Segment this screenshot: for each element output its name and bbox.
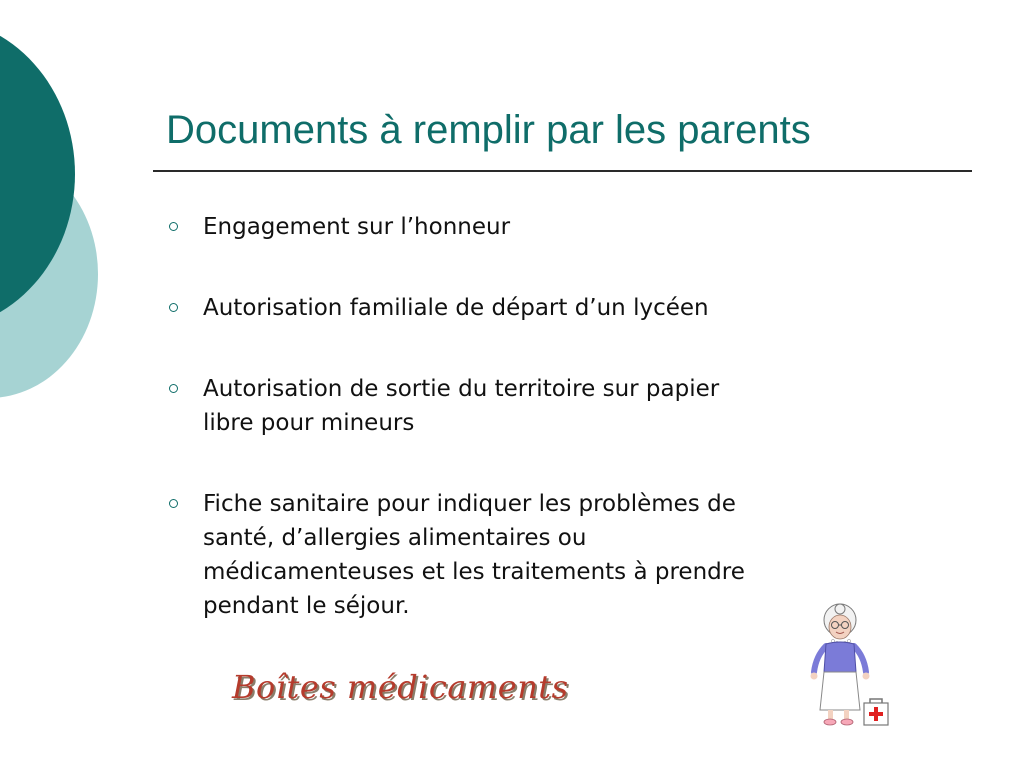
slide-title: Documents à remplir par les parents	[166, 108, 811, 152]
nurse-with-first-aid-kit-icon	[800, 600, 892, 732]
bullet-icon	[169, 499, 178, 508]
bullet-text: Autorisation familiale de départ d’un lycéen	[203, 295, 709, 321]
bullet-icon	[169, 303, 178, 312]
bullet-item	[163, 372, 863, 440]
bullet-text: Autorisation de sortie du territoire sur papier libre pour mineurs	[203, 376, 720, 436]
title-divider	[153, 170, 972, 172]
bullet-item	[163, 210, 863, 244]
bullet-text: Engagement sur l’honneur	[203, 214, 511, 240]
bullet-icon	[169, 384, 178, 393]
bullet-item	[163, 487, 863, 623]
bullet-icon	[169, 222, 178, 231]
bullet-list	[163, 210, 863, 670]
bullet-item	[163, 291, 863, 325]
caption-text: Boîtes médicaments	[232, 668, 569, 706]
bullet-text: Fiche sanitaire pour indiquer les problèmes de santé, d’allergies alimentaires ou médicamenteuses et les traitements à prendre pendant le séjour.	[203, 491, 745, 619]
